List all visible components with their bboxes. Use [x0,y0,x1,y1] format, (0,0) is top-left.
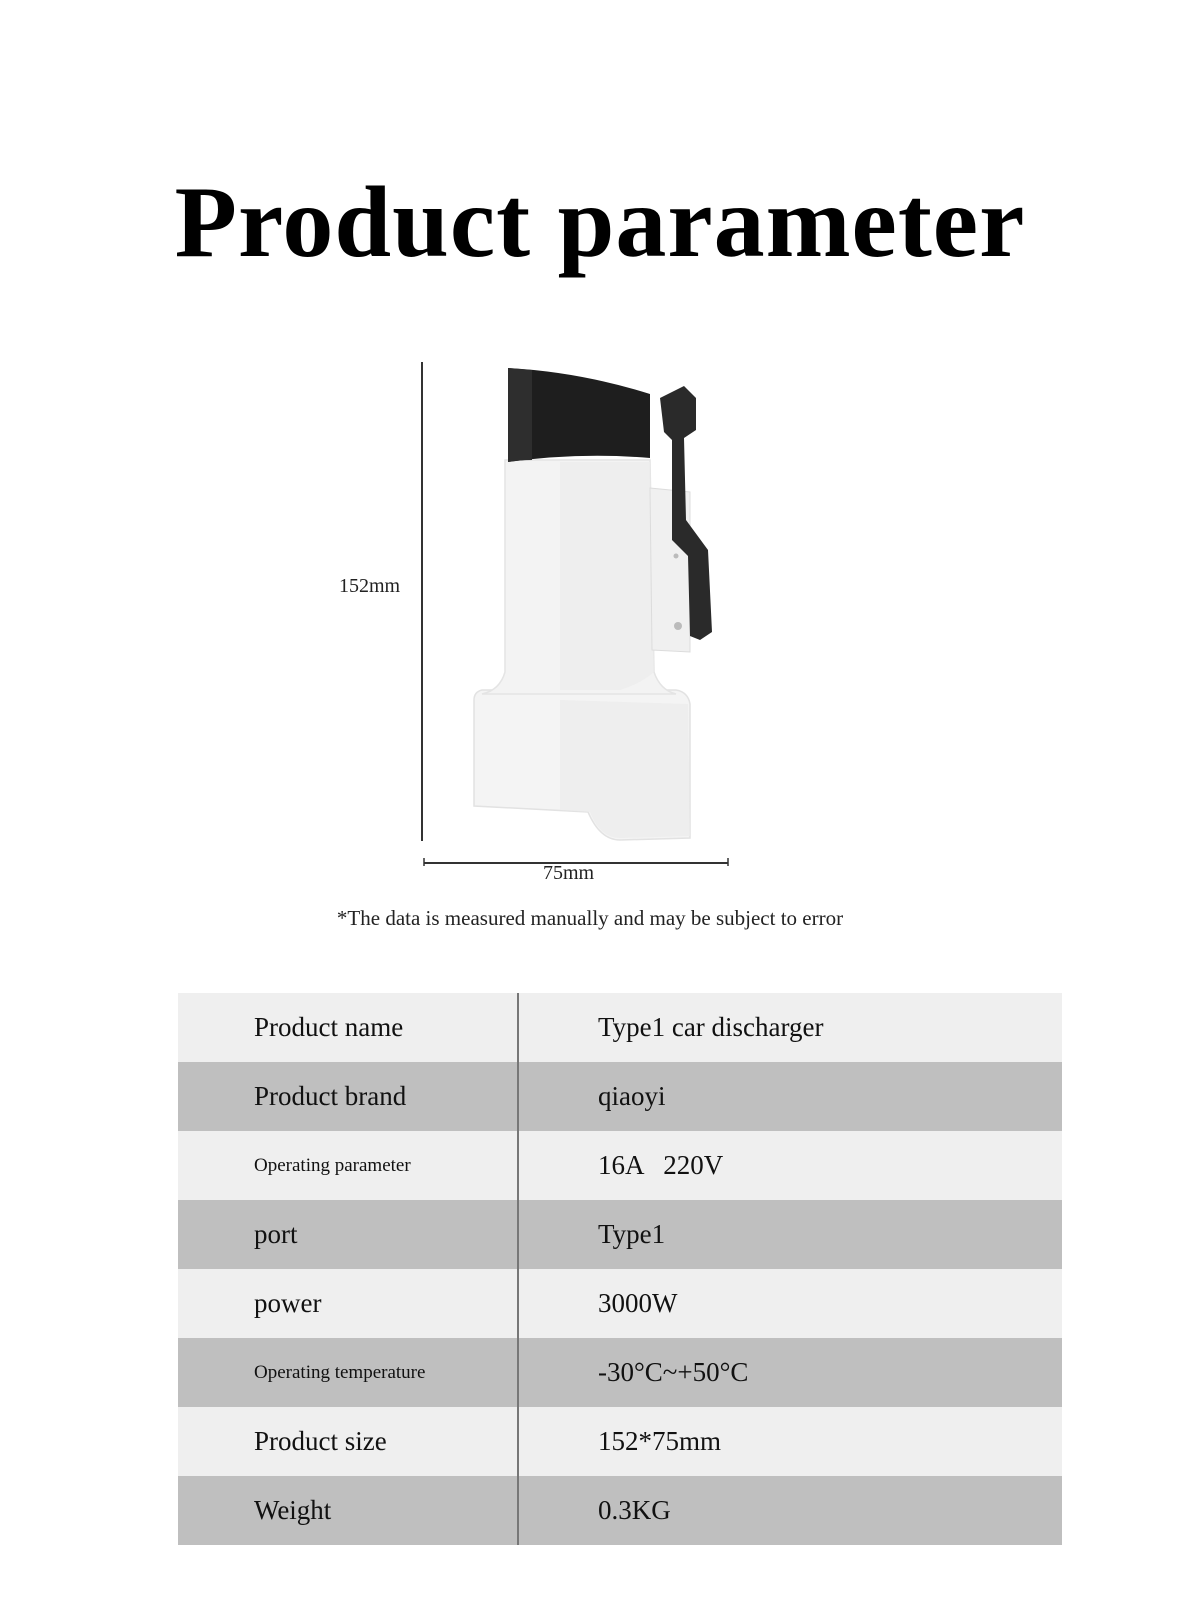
width-dimension-label: 75mm [543,862,595,884]
spec-value: 152*75mm [598,1426,722,1456]
spec-value: 0.3KG [598,1495,671,1525]
table-row [178,1476,1062,1545]
spec-key: Operating parameter [178,1131,518,1200]
spec-key: Product brand [178,1062,518,1131]
spec-key: Operating temperature [178,1338,518,1407]
table-row [178,1338,1062,1407]
spec-value: 16A 220V [598,1150,724,1180]
spec-key: port [178,1200,518,1269]
table-row [178,993,1062,1062]
spec-key: Weight [178,1476,518,1545]
table-row [178,1131,1062,1200]
spec-key: Product name [178,993,518,1062]
spec-key: power [178,1269,518,1338]
spec-value: qiaoyi [598,1081,666,1111]
measurement-note: *The data is measured manually and may be subject to error [336,906,844,930]
table-row [178,1269,1062,1338]
table-row [178,1407,1062,1476]
spec-value: 3000W [598,1288,678,1318]
table-row [178,1200,1062,1269]
charger-body [474,460,690,840]
spec-table [178,993,1062,1545]
spec-value: Type1 car discharger [598,1012,824,1042]
height-dimension-label: 152mm [339,575,401,597]
page-title: Product parameter [174,166,1026,279]
table-row [178,1062,1062,1131]
spec-value: -30°C~+50°C [598,1357,749,1387]
spec-value: Type1 [598,1219,666,1249]
charger-cap [508,368,650,462]
spec-key: Product size [178,1407,518,1476]
charger-latch [660,386,712,640]
